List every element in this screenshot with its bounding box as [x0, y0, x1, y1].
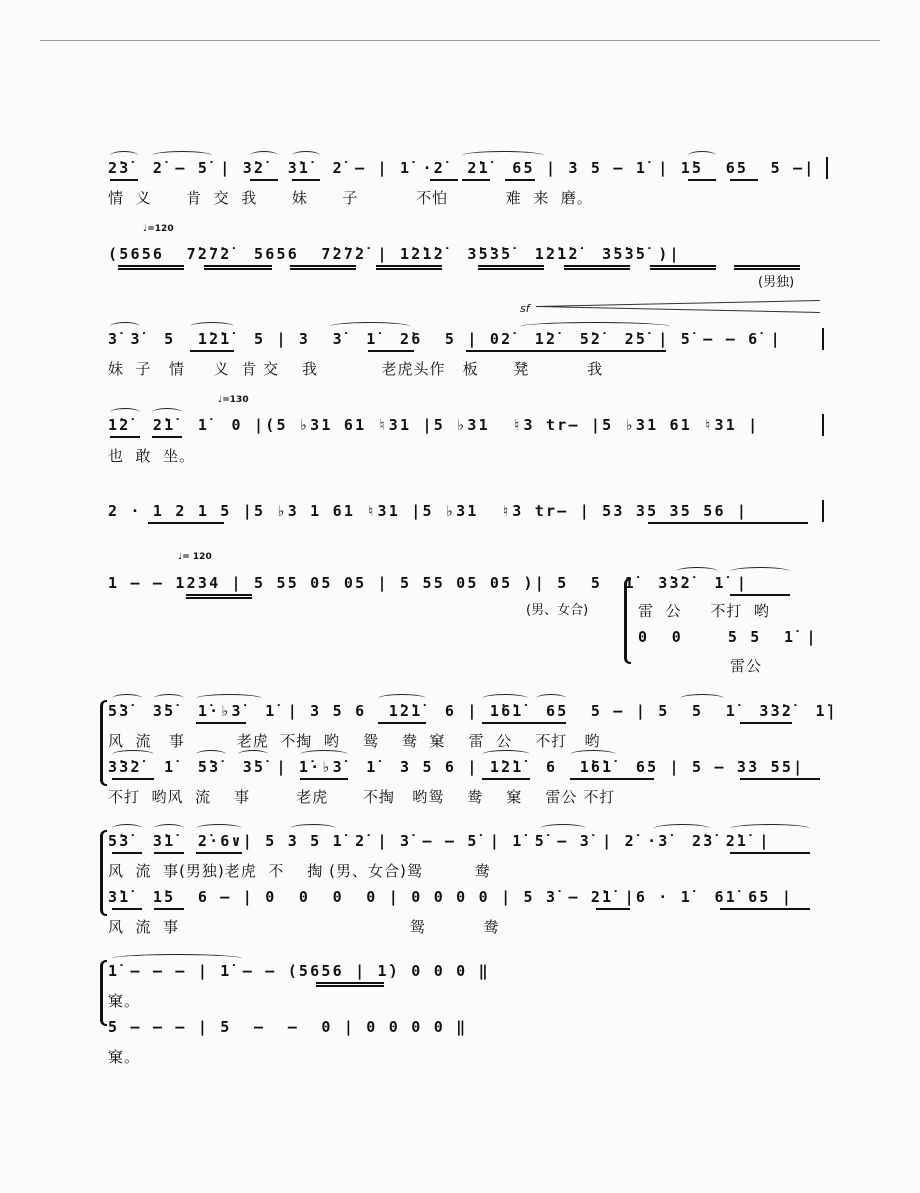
lyrics-lower: 雷公	[730, 657, 763, 675]
slur	[110, 408, 140, 417]
underline	[570, 778, 654, 780]
underline	[118, 265, 184, 267]
slur	[112, 750, 154, 759]
underline	[290, 265, 356, 267]
tempo-mark: ♩=130	[218, 395, 249, 405]
lyrics-line: 妹 子 情 义 肯 交 我 老虎头作 板 凳 我	[108, 360, 604, 378]
slur	[250, 151, 278, 160]
brace	[100, 830, 107, 916]
underline	[650, 265, 716, 267]
underline	[316, 982, 384, 984]
slur	[152, 151, 212, 160]
underline	[154, 852, 184, 854]
notes-line: 3̇ 3̇ 5 1̇2̇1̇ 5 | 3 3̇ 1̇ 2̇6 5 | 02̇ 1̇2̇ 5̇2̇ 2̇5̇ | 5̇ — — 6̇ |	[108, 330, 782, 348]
underline	[720, 908, 810, 910]
lyrics-upper: 雷 公 不打 哟	[638, 602, 770, 620]
underline	[118, 268, 184, 270]
dynamic-mark: sf	[520, 302, 530, 315]
slur	[570, 750, 616, 759]
underline	[430, 179, 458, 181]
notes-upper: 5̇3̇ 3̇5̇ 1̇·♭3̇ 1̇ | 3 5 6 1̇2̇1̇ 6 | 1̇6̇1̇ 65 5 — | 5 5 1̇ 3̇3̇2̇ 1̇|	[108, 702, 838, 720]
slur	[520, 322, 670, 331]
underline	[650, 268, 716, 270]
barline	[822, 328, 824, 350]
underline	[250, 179, 278, 181]
slur	[730, 824, 810, 833]
tempo-mark: ♩= 120	[178, 552, 212, 562]
underline	[196, 852, 242, 854]
slur	[676, 567, 718, 576]
quarter-note-icon: ♩	[218, 395, 223, 405]
slur	[196, 694, 262, 703]
notes-line: (5656 7̇2̇7̇2̇ 5656 7̇2̇7̇2̇ | 1̇2̇1̇2̇ 3̇5̇3̇5̇ 1̇2̇1̇2̇ 3̇5̇3̇5̇ )|	[108, 245, 681, 263]
slur	[688, 151, 716, 160]
underline	[564, 268, 630, 270]
slur	[154, 694, 184, 703]
underline	[148, 522, 224, 524]
slur	[110, 322, 140, 331]
lyrics-lower: 窠。	[108, 1048, 141, 1066]
slur	[110, 151, 138, 160]
slur	[482, 750, 530, 759]
underline	[316, 985, 384, 987]
slur	[292, 151, 320, 160]
slur	[482, 694, 528, 703]
notes-upper: 5̇3̇ 3̇1̇ 2̇·6∨| 5 3 5 1̇ 2̇ | 3̇ — — 5̇ | 1̇ 5̇ — 3̇ | 2̇ ·3̇ 2̇3̇ 2̇1̇ |	[108, 832, 771, 850]
slur	[152, 408, 182, 417]
underline	[378, 722, 426, 724]
underline	[466, 350, 666, 352]
underline	[482, 778, 530, 780]
quarter-note-icon: ♩	[143, 224, 148, 234]
slur	[330, 322, 410, 331]
underline	[110, 179, 138, 181]
barline	[826, 157, 828, 179]
underline	[112, 852, 142, 854]
slur	[462, 151, 544, 160]
underline	[376, 268, 442, 270]
quarter-note-icon: ♩	[178, 552, 183, 562]
underline	[596, 908, 630, 910]
underline	[112, 908, 142, 910]
underline	[290, 268, 356, 270]
tempo-mark: ♩=120	[143, 224, 174, 234]
slur	[300, 750, 348, 759]
underline	[186, 597, 252, 599]
underline	[734, 268, 800, 270]
underline	[196, 722, 246, 724]
slur	[196, 750, 226, 759]
notes-upper: 1 — — 1234 | 5 55 05 05 | 5 55 05 05 )| 5 5 1̇ 3̇3̇2̇ 1̇ |	[108, 574, 749, 592]
underline	[730, 594, 790, 596]
slur	[190, 322, 234, 331]
underline	[376, 265, 442, 267]
underline	[154, 908, 184, 910]
top-rule	[40, 40, 880, 41]
lyrics-upper: 窠。	[108, 992, 141, 1010]
underline	[300, 778, 348, 780]
part-marking: (男、女合)	[526, 603, 589, 618]
underline	[740, 722, 792, 724]
notes-lower: 0 0 5 5 1̇ |	[638, 628, 818, 646]
notes-line: 2̇3̇ 2̇ — 5̇ | 3̇2̇ 3̇1̇ 2̇ — | 1̇ ·2̇ 2̇1̇ 65 | 3 5 — 1̇ | 1̇5 65 5 —|	[108, 159, 816, 177]
underline	[190, 350, 234, 352]
slur	[112, 694, 142, 703]
underline	[734, 265, 800, 267]
notes-lower: 5 — — — | 5 — — 0 | 0 0 0 0 ‖	[108, 1018, 468, 1036]
underline	[292, 179, 320, 181]
slur	[536, 694, 566, 703]
notes-line: 1̇2̇ 2̇1̇ 1̇ 0 |(5 ♭31 61 ♮31 |5 ♭31 ♮3 tr— |5 ♭31 61 ♮31 |	[108, 416, 760, 434]
underline	[368, 350, 414, 352]
slur	[654, 824, 710, 833]
slur	[238, 750, 268, 759]
underline	[152, 436, 182, 438]
underline	[462, 179, 490, 181]
lyrics-lower: 风 流 事 鸳 鸯	[108, 918, 500, 936]
brace	[624, 578, 631, 664]
lyrics-upper: 风 流 事 老虎 不掏 哟 鸳 鸯 窠 雷 公 不打 哟	[108, 732, 601, 750]
brace	[100, 960, 107, 1026]
underline	[688, 179, 716, 181]
underline	[186, 594, 252, 596]
slur	[112, 824, 142, 833]
lyrics-lower: 不打 哟风 流 事 老虎 不掏 哟鸳 鸯 窠 雷公 不打	[108, 788, 616, 806]
lyrics-line: 也 敢 坐。	[108, 447, 196, 465]
underline	[564, 265, 630, 267]
lyrics-line: 情 义 肯 交 我 妹 子 不怕 难 来 磨。	[108, 189, 593, 207]
underline	[478, 268, 544, 270]
part-marking: (男独)	[758, 275, 795, 290]
underline	[110, 436, 140, 438]
slur	[730, 567, 790, 576]
slur	[680, 694, 724, 703]
brace	[100, 700, 107, 786]
underline	[730, 179, 758, 181]
barline	[822, 500, 824, 522]
notes-lower: 3̇1̇ 1̇5 6 — | 0 0 0 0 | 0 0 0 0 | 5 3̇ — 2̇1̇ |6 · 1̇ 61̇ 65 |	[108, 888, 794, 906]
crescendo-hairpin	[536, 306, 820, 313]
underline	[204, 268, 272, 270]
slur	[540, 824, 586, 833]
underline	[482, 722, 566, 724]
lyrics-upper: 风 流 事(男独)老虎 不 掏 (男、女合)鸳 鸯	[108, 862, 491, 880]
underline	[505, 179, 535, 181]
underline	[648, 522, 808, 524]
notes-upper: 1̇ — — — | 1̇ — — (5656 | 1̇) 0 0 0 ‖	[108, 962, 490, 980]
underline	[112, 778, 154, 780]
notes-lower: 3̇3̇2̇ 1̇ 5̇3̇ 3̇5̇ | 1̇·♭3̇ 1̇ 3 5 6 | 1̇2̇1̇ 6 1̇6̇1̇ 65 | 5 — 33 55|	[108, 758, 805, 776]
underline	[740, 778, 820, 780]
barline	[822, 414, 824, 436]
underline	[204, 265, 272, 267]
underline	[478, 265, 544, 267]
slur	[196, 824, 242, 833]
slur	[154, 824, 184, 833]
notes-line: 2 · 1 2 1 5 |5 ♭3 1 61 ♮31 |5 ♭31 ♮3 tr— | 53 35 35 56 |	[108, 502, 749, 520]
underline	[730, 852, 810, 854]
slur	[290, 824, 336, 833]
slur	[378, 694, 426, 703]
